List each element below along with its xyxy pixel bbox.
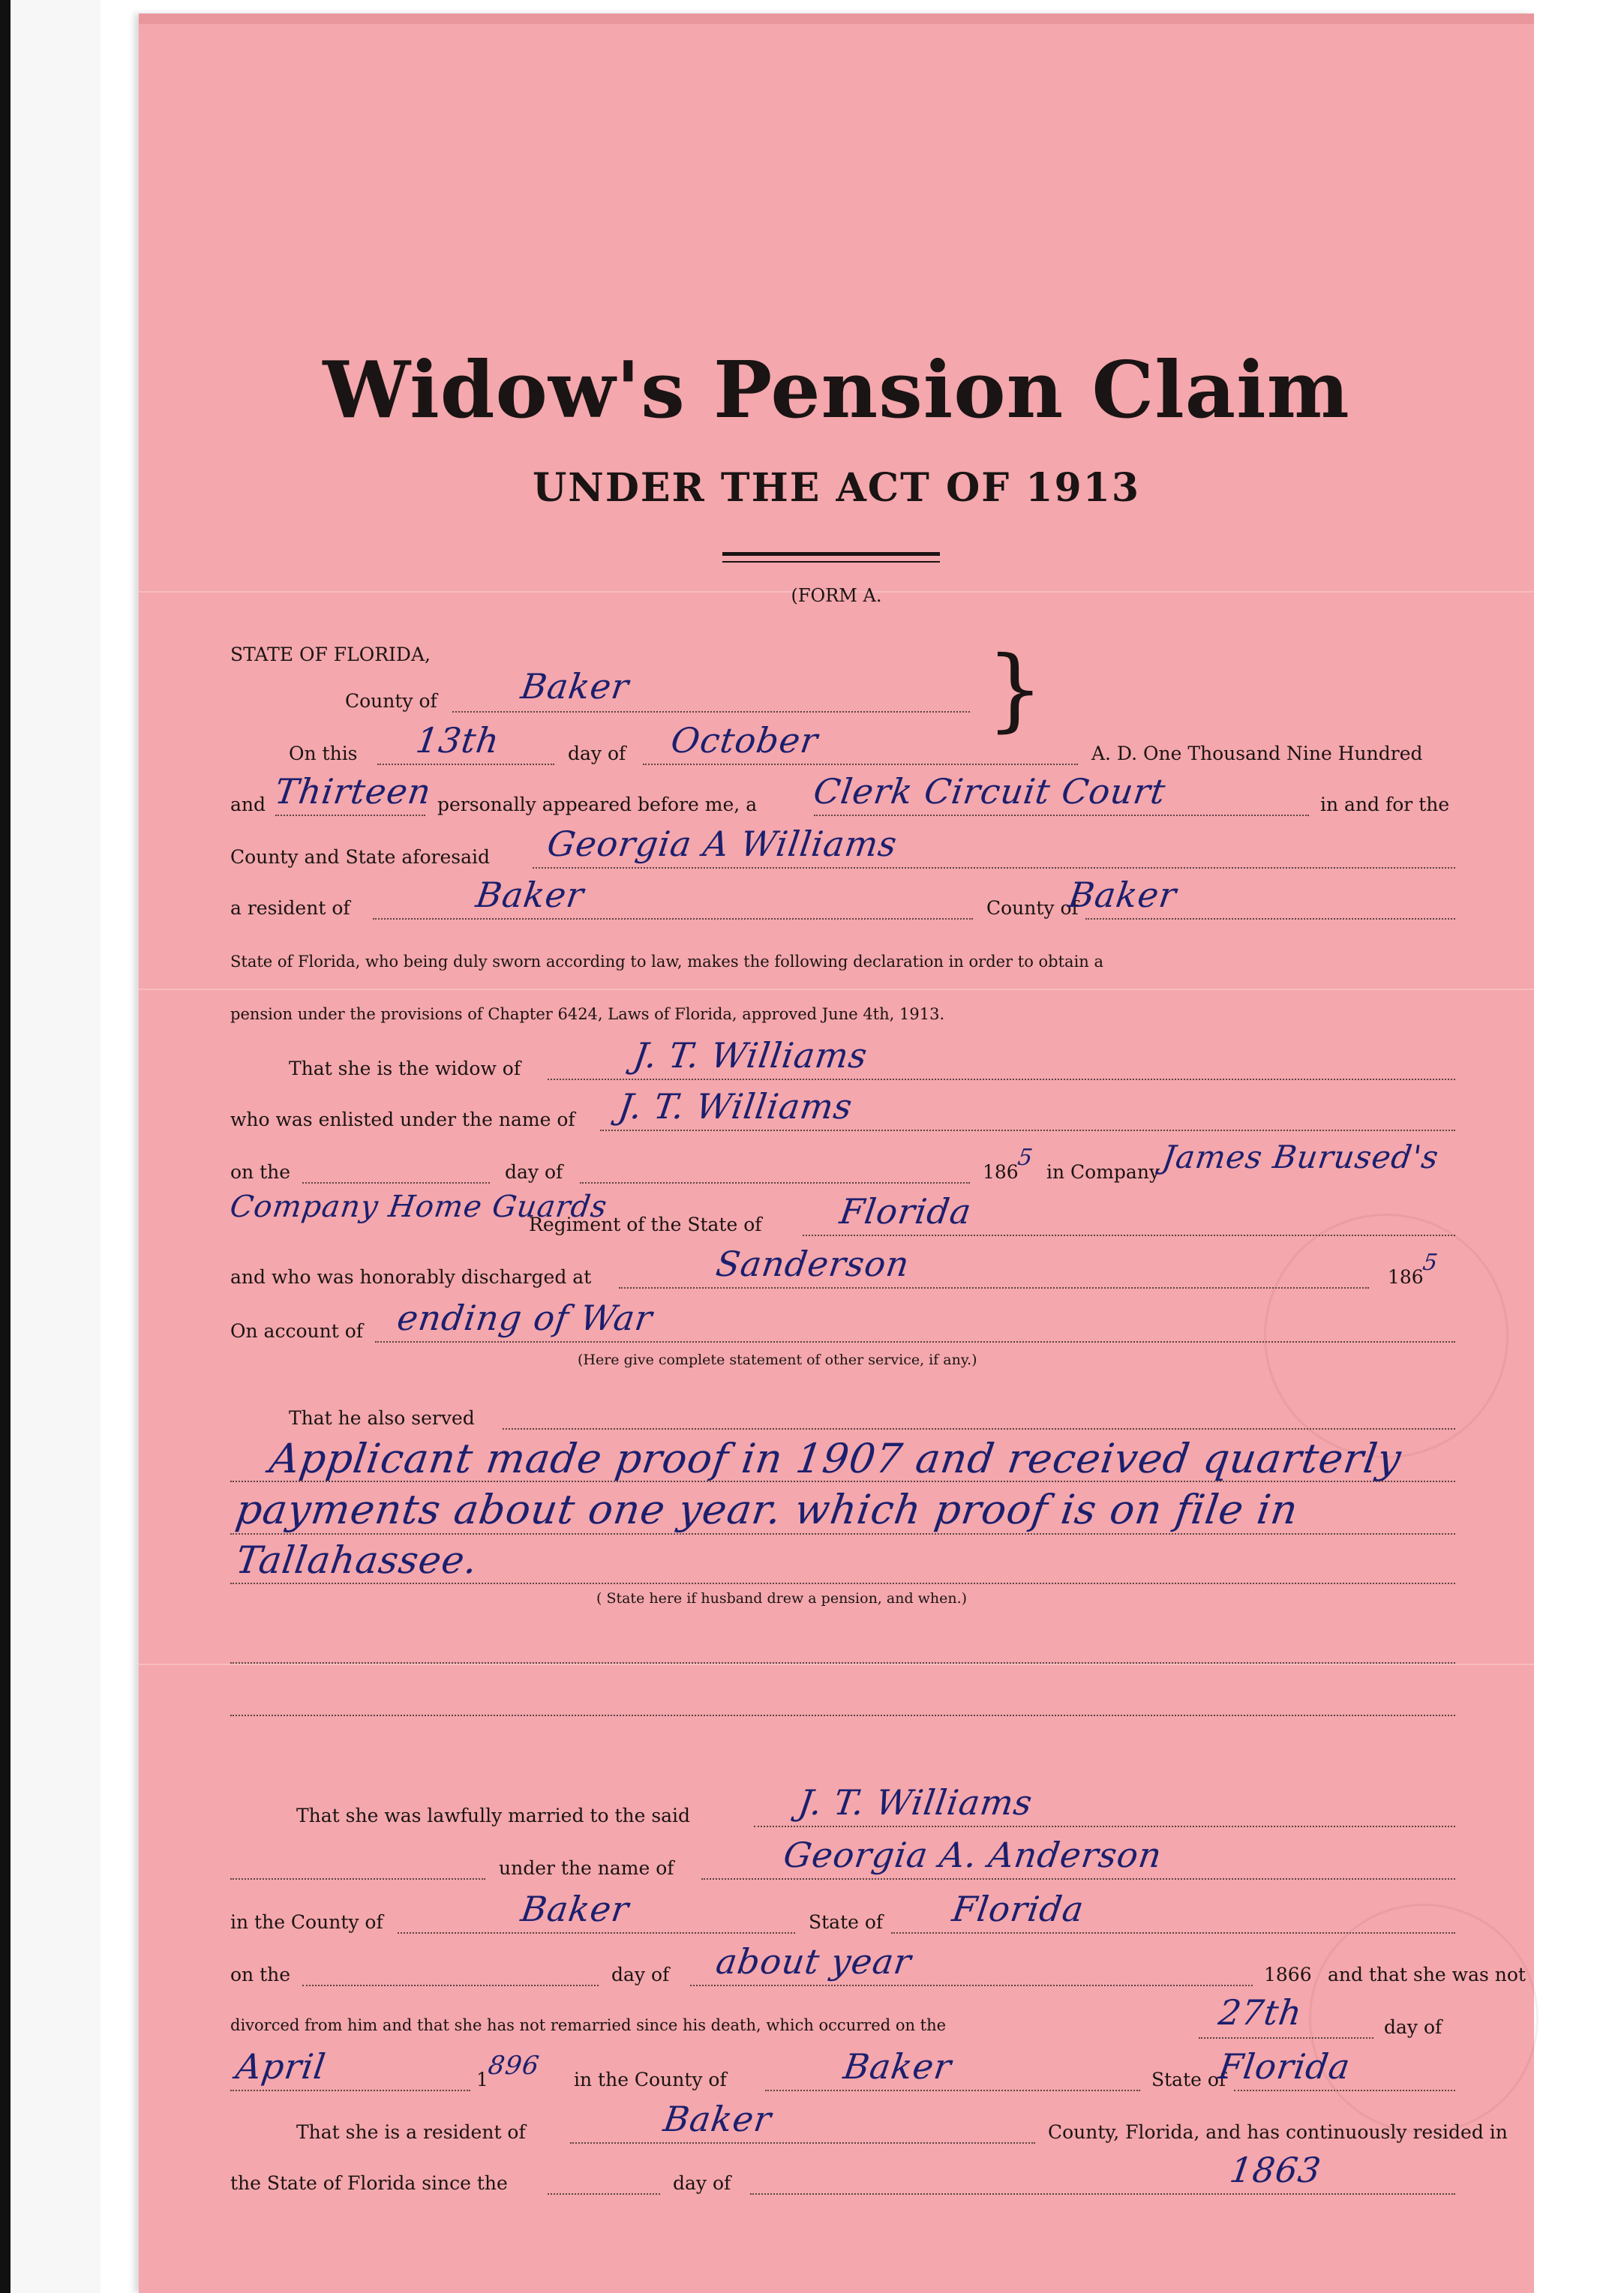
scan-edge	[0, 0, 11, 2293]
resident-value: Baker	[661, 2099, 775, 2139]
discharged-line	[619, 1287, 1369, 1289]
company-label: in Company	[1046, 1161, 1160, 1183]
enlist-day-of-label: day of	[505, 1161, 563, 1183]
enlisted-value: J. T. Williams	[616, 1086, 856, 1127]
venue-brace: }	[986, 638, 1044, 742]
widow-of-line	[548, 1079, 1455, 1080]
discharged-year-text: 186	[1388, 1266, 1424, 1288]
state-label: STATE OF FLORIDA,	[230, 644, 431, 665]
declaration-line-2: pension under the provisions of Chapter 6424, Laws of Florida, approved June 4th, 1913.	[230, 1005, 945, 1023]
death-day-of-label: day of	[1384, 2016, 1442, 2038]
bleed-through-seal	[1264, 1214, 1508, 1458]
county-label: County of	[345, 690, 437, 712]
regiment-line	[803, 1235, 1455, 1236]
year-line	[275, 815, 425, 816]
marriage-state-label: State of	[809, 1911, 884, 1933]
title-rule	[722, 552, 940, 556]
enlist-month-line	[580, 1182, 970, 1184]
in-for-text: in and for the	[1320, 794, 1450, 815]
account-label: On account of	[230, 1320, 364, 1342]
death-day-line	[1199, 2037, 1373, 2039]
not-divorced-text: and that she was not	[1328, 1964, 1526, 1985]
regiment-label: Regiment of the State of	[529, 1214, 762, 1235]
resident-text: County, Florida, and has continuously resided in	[1048, 2121, 1508, 2143]
enlist-year-text: 186	[983, 1161, 1019, 1183]
also-served-rule	[230, 1533, 1455, 1535]
death-year-prefix: 1	[476, 2069, 488, 2090]
marriage-on-the-label: on the	[230, 1964, 291, 1985]
death-month-value: April	[233, 2046, 329, 2087]
marriage-month-line	[690, 1985, 1253, 1986]
married-line	[754, 1826, 1455, 1827]
death-month-line	[230, 2090, 470, 2091]
account-value: ending of War	[395, 1298, 656, 1338]
county-value: Baker	[518, 666, 632, 707]
death-county-value: Baker	[841, 2046, 955, 2087]
resident-label: That she is a resident of	[296, 2121, 526, 2143]
death-state-value: Florida	[1216, 2046, 1353, 2087]
claimant-value: Georgia A Williams	[545, 824, 900, 864]
title-rule	[722, 561, 940, 563]
company-value: James Burused's	[1160, 1139, 1442, 1175]
also-served-rule	[230, 1583, 1455, 1584]
marriage-date-line	[302, 1985, 599, 1986]
death-year-value: 896	[486, 2051, 542, 2081]
form-subtitle: UNDER THE ACT OF 1913	[532, 465, 1141, 511]
month-line	[643, 764, 1078, 765]
also-served-line-1: Applicant made proof in 1907 and received quarterly	[266, 1435, 1405, 1482]
day-value: 13th	[413, 720, 503, 761]
declaration-line-1: State of Florida, who being duly sworn according to law, makes the following declaration in order to obtain a	[230, 953, 1104, 971]
discharged-year-digit: 5	[1421, 1250, 1440, 1276]
blank-rule	[230, 1715, 1455, 1716]
also-served-line-3: Tallahassee.	[233, 1538, 481, 1582]
residence-county-value: Baker	[1066, 875, 1180, 915]
marriage-county-label: in the County of	[230, 1911, 383, 1933]
enlist-date-line	[302, 1182, 490, 1184]
regiment-value: Florida	[837, 1191, 974, 1232]
discharged-value: Sanderson	[713, 1244, 912, 1284]
death-county-line	[765, 2090, 1140, 2091]
enlisted-line	[600, 1130, 1455, 1131]
marriage-day-of-label: day of	[611, 1964, 670, 1985]
death-state-line	[1234, 2090, 1455, 2091]
maiden-name-label: under the name of	[499, 1857, 674, 1879]
death-county-label: in the County of	[574, 2069, 727, 2090]
blank-rule	[230, 1662, 1455, 1664]
maiden-name-value: Georgia A. Anderson	[781, 1835, 1165, 1875]
account-line	[375, 1341, 1455, 1343]
day-line	[377, 764, 554, 765]
widow-of-value: J. T. Williams	[631, 1035, 871, 1076]
married-label: That she was lawfully married to the said	[296, 1805, 691, 1826]
marriage-county-line	[398, 1932, 795, 1934]
since-day-of-label: day of	[673, 2172, 731, 2194]
pension-note: ( State here if husband drew a pension, and when.)	[596, 1590, 968, 1607]
form-title: Widow's Pension Claim	[323, 344, 1350, 436]
residence-county-line	[1085, 918, 1455, 920]
since-label: the State of Florida since the	[230, 2172, 508, 2194]
married-value: J. T. Williams	[796, 1782, 1036, 1823]
marriage-state-line	[891, 1932, 1455, 1934]
discharged-label: and who was honorably discharged at	[230, 1266, 592, 1288]
place-value: Baker	[473, 875, 587, 915]
on-this-label: On this	[289, 743, 358, 764]
officer-line	[814, 815, 1309, 816]
death-text: divorced from him and that she has not remarried since his death, which occurred on the	[230, 2016, 947, 2034]
pension-claim-form	[139, 14, 1534, 2293]
month-value: October	[668, 720, 821, 761]
marriage-state-value: Florida	[950, 1889, 1087, 1929]
place-line	[373, 918, 973, 920]
county-line	[452, 711, 970, 713]
year-value: Thirteen	[272, 771, 434, 812]
officer-value: Clerk Circuit Court	[811, 771, 1169, 812]
since-value: 1863	[1227, 2150, 1324, 2190]
county-of-label: County of	[986, 897, 1079, 919]
death-day-value: 27th	[1216, 1992, 1305, 2033]
enlist-year-digit: 5	[1016, 1145, 1035, 1171]
marriage-day-value: about year	[713, 1941, 914, 1982]
county-state-text: County and State aforesaid	[230, 846, 491, 868]
marriage-year-text: 1866	[1264, 1964, 1312, 1985]
resident-line	[570, 2142, 1035, 2144]
enlisted-label: who was enlisted under the name of	[230, 1109, 575, 1130]
also-served-line-2: payments about one year. which proof is on file in	[233, 1486, 1301, 1533]
also-served-label: That he also served	[289, 1407, 475, 1429]
also-served-rule	[230, 1481, 1455, 1482]
marriage-county-value: Baker	[518, 1889, 632, 1929]
scan-margin	[11, 0, 101, 2293]
since-line	[750, 2193, 1455, 2195]
day-of-label: day of	[568, 743, 626, 764]
company-value-continued: Company Home Guards	[227, 1190, 610, 1224]
appeared-text: personally appeared before me, a	[437, 794, 758, 815]
widow-of-label: That she is the widow of	[289, 1058, 521, 1079]
maiden-lead-line	[230, 1878, 485, 1880]
death-state-label: State of	[1151, 2069, 1226, 2090]
other-service-note: (Here give complete statement of other service, if any.)	[578, 1352, 977, 1368]
resident-of-label: a resident of	[230, 897, 350, 919]
form-id: (FORM A.	[791, 585, 882, 606]
enlist-on-the-label: on the	[230, 1161, 291, 1183]
ad-text: A. D. One Thousand Nine Hundred	[1091, 743, 1423, 764]
also-served-line	[503, 1428, 1455, 1430]
paper-fold	[139, 989, 1534, 990]
since-date-line	[548, 2193, 660, 2195]
and-label: and	[230, 794, 266, 815]
paper-fold	[139, 1664, 1534, 1665]
claimant-line	[533, 867, 1455, 869]
maiden-name-line	[701, 1878, 1455, 1880]
